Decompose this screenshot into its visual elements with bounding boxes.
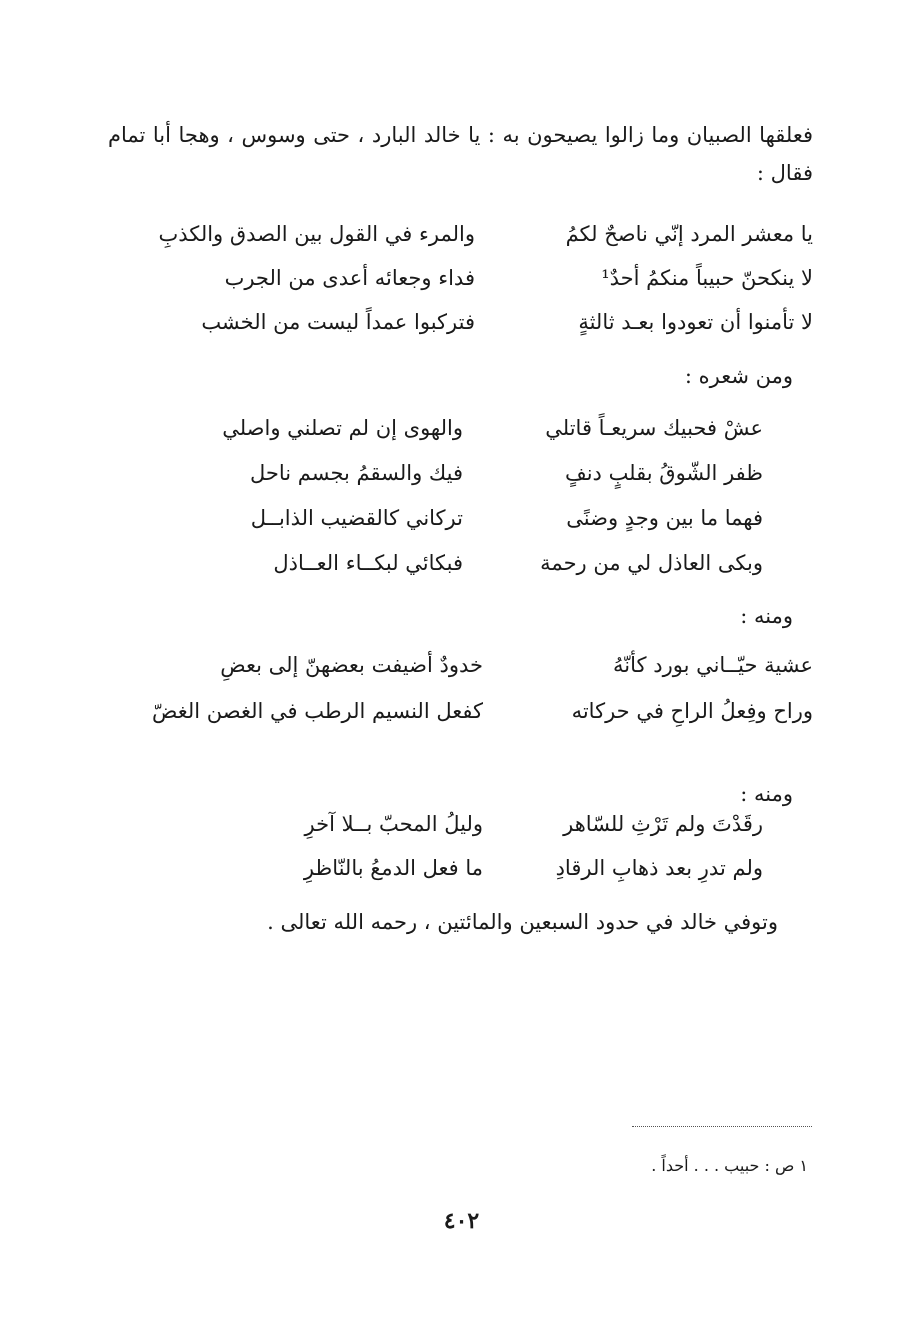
verse-line	[113, 300, 813, 344]
footnote-divider	[632, 1126, 812, 1127]
verse-first-hemistich: يا معشر المرد إنّي ناصحٌ لكمُ	[565, 222, 813, 246]
verse-second-hemistich: ما فعل الدمعُ بالنّاظرِ	[303, 856, 483, 880]
verse-first-hemistich: لا ينكحنّ حبيباً منكمُ أحدٌ¹	[601, 266, 813, 290]
verse-second-hemistich: تركاني كالقضيب الذابــل	[250, 506, 463, 530]
section-heading: ومن شعره :	[684, 364, 793, 388]
verse-second-hemistich: وليلُ المحبّ بــلا آخرِ	[304, 812, 483, 836]
verse-line	[143, 406, 763, 450]
verse-first-hemistich: ولم تدرِ بعد ذهابِ الرقادِ	[555, 856, 763, 880]
verse-line	[113, 212, 813, 256]
verse-first-hemistich: فهما ما بين وجدٍ وضنًى	[566, 506, 763, 530]
verse-line	[143, 451, 763, 495]
verse-line	[113, 689, 813, 733]
verse-second-hemistich: فبكائي لبكــاء العــاذل	[273, 551, 463, 575]
footnote: ١ ص : حبيب . . . أحداً .	[651, 1156, 808, 1175]
verse-second-hemistich: فتركبوا عمداً ليست من الخشب	[201, 310, 475, 334]
verse-line	[143, 541, 763, 585]
verse-second-hemistich: فيك والسقمُ بجسم ناحل	[249, 461, 463, 485]
verse-first-hemistich: وراح وفِعلُ الراحِ في حركاته	[571, 699, 813, 723]
verse-line	[143, 496, 763, 540]
section-heading: ومنه :	[740, 604, 793, 628]
verse-first-hemistich: ظفر الشّوقُ بقلبٍ دنفٍ	[564, 461, 763, 485]
verse-first-hemistich: عشية حيّــاني بورد كأنّهُ	[613, 653, 813, 677]
verse-first-hemistich: لا تأمنوا أن تعودوا بعـد ثالثةٍ	[578, 310, 813, 334]
verse-second-hemistich: والمرء في القول بين الصدق والكذبِ	[158, 222, 475, 246]
intro-paragraph: فعلقها الصبيان وما زالوا يصيحون به : يا خالد البارد ، حتى وسوس ، وهجا أبا تمام فقال :	[108, 123, 813, 185]
page-number: ٤٠٢	[443, 1208, 480, 1234]
verse-second-hemistich: فداء وجعائه أعدى من الجرب	[224, 266, 475, 290]
verse-first-hemistich: عشْ فحبيك سريعـاً قاتلي	[545, 416, 763, 440]
verse-line	[113, 643, 813, 687]
verse-second-hemistich: كفعل النسيم الرطب في الغصن الغضّ	[152, 699, 483, 723]
section-heading: ومنه :	[740, 782, 793, 806]
verse-line	[203, 802, 763, 846]
closing-paragraph: وتوفي خالد في حدود السبعين والمائتين ، رحمه الله تعالى .	[267, 910, 778, 934]
verse-second-hemistich: خدودٌ أضيفت بعضهنّ إلى بعضِ	[220, 653, 483, 677]
verse-second-hemistich: والهوى إن لم تصلني واصلي	[222, 416, 463, 440]
verse-first-hemistich: رقَدْتَ ولم تَرْثِ للسّاهر	[563, 812, 763, 836]
verse-first-hemistich: وبكى العاذل لي من رحمة	[540, 551, 763, 575]
verse-line	[203, 846, 763, 890]
verse-line	[113, 256, 813, 300]
